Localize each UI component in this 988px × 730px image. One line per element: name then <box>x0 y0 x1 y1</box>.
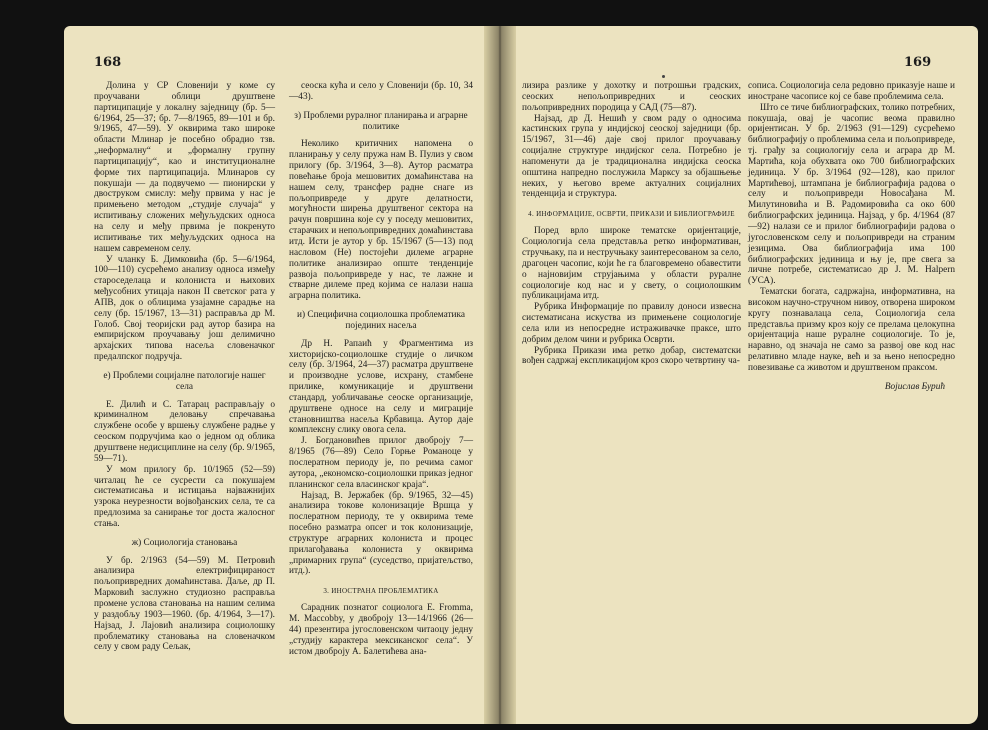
paragraph: Сарадник познатог социолога Е. Fromma, M. Maccobby, у двоброју 13—14/1966 (26—44) презентира југословенском читаоцу једну „студију карактера мексиканског села“. У истом двоброју А. Балетићева ана- <box>289 603 473 657</box>
paragraph: сописа. Социологија села редовно приказује наше и иностране часописе кој се баве проблемима села. <box>748 81 955 102</box>
page-number-right: 169 <box>904 55 932 70</box>
paragraph: Поред врло широке тематске оријентације, Социологија села представља ретко информативан, стручњаку, па и нестручњаку заинтересованом за село, драгоцен часопис, који ће га благовремено обавестити о најновијим струјањима у области руралне социологије код нас и у свету, о социолошким публикацијама итд. <box>522 226 741 302</box>
paragraph: У чланку Б. Димковића (бр. 5—6/1964, 100—110) сусрећемо анализу односа између староседелаца и колониста и њихових међусобних утицаја након II светског рата у АПВ, док о облицима узајамне сарадње на селу (бр. 15/1967, 13—31) расправља др М. Голоб. Свој теоријски рад аутор базира на емпиријском проучавању још делимично архајских типова насеља словеначког предалпског подручја. <box>94 254 275 363</box>
right-column-1 <box>522 81 741 367</box>
paragraph: лизира разлике у дохотку и потрошњи градских, сеоских непољопривредних и сеоских пољопривредних породица у САД (75—87). <box>522 81 741 113</box>
page-mark <box>662 75 665 78</box>
chapter-heading: 4. ИНФОРМАЦИЈЕ, ОСВРТИ, ПРИКАЗИ И БИБЛИОГРАФИЈЕ <box>528 210 735 219</box>
paragraph: Рубрика Информације по правилу доноси извесна систематисана искуства из примењене социологије села или из непосредне истраживачке праксе, што добрим делом чини и рубрика Осврти. <box>522 302 741 345</box>
paragraph: Рубрика Прикази има ретко добар, систематски вођен садржај експликацијом кроз скоро четвртину ча- <box>522 345 741 367</box>
book-gutter <box>484 26 516 724</box>
section-heading: е) Проблеми социјалне патологије нашег села <box>103 370 266 392</box>
section-heading: и) Специфична социолошка проблематика појединих насеља <box>296 310 466 331</box>
paragraph: Неколико критичних напомена о планирању у селу пружа нам В. Пулиз у свом прилогу (бр. 3/1964, 3—8). Аутор расматра повећање броја мешовитих домаћинстава на нашем селу, трансфер радне снаге из пољопривреде у друге делатности, могућности ширења друштвеног сектора на рачун површина које су у поседу мешовитих, старачких и непољопривредних домаћинстава итд. Исти је аутор у бр. 15/1967 (5—13) под насловом (Не) постојећи дилеме аграрне политике анализирао опште тенденције развоја пољопривреде у нас, те лажне и стварне дилеме пред којима се налази наша аграрна политика. <box>289 139 473 302</box>
section-heading: ж) Социологија становања <box>131 537 238 548</box>
paragraph: У бр. 2/1963 (54—59) М. Петровић анализира електрифицираност пољопривредних домаћинстава. Даље, др П. Марковић заслужно студиозно расправља промене услова становања на нашим селима у раздобљу 1903—1960. (бр. 4/1964, 3—17). Најзад, Ј. Лајовић анализира социолошку проблематику становања на словеначком селу у свом раду Сељак, <box>94 555 275 653</box>
left-column-2 <box>289 81 473 658</box>
left-column-1 <box>94 81 275 653</box>
page-number-left: 168 <box>94 55 122 70</box>
paragraph: Најзад, др Д. Нешић у свом раду о односима кастинских група у индијској сеоској заједници (бр. 15/1967, 31—46) даје свој прилог проучавању социјалне структуре индијског села. Потребно је напоменути да је традиционална индијска сеоска општина напредно послужила Марксу за објашњење неких, у његово време актуалних социјалних тенденција и структура. <box>522 113 741 200</box>
right-column-2 <box>748 81 955 393</box>
paragraph: У мом прилогу бр. 10/1965 (52—59) читалац ће се сусрести са покушајем систематисања и истицања најважнијих узрока неурезности војвођанских села, те са предлозима за санирање тог доста жалосног стања. <box>94 464 275 529</box>
paragraph: Др Н. Рапаић у Фрагментима из хисторијско-социолошке студије о личком селу (бр. 3/1964, 24—37) расматра друштвене и производне услове, исхрану, стамбене прилике, комуникације и друштвени стандард, уобличавање сеоске организације, друштвене односе на селу и миграције становништва насеља Крбавица. Аутор даје комплексну слику овога села. <box>289 338 473 436</box>
paragraph: Тематски богата, садржајна, информативна, на високом научно-стручном нивоу, отворена широком кругу познавалаца села, Социологија села представља призму кроз коју се прелама целокупна оријентација наше руралне социологије. То је, наравно, од значаја не само за развој ове код нас релативно младе науке, већ и за њено непосредно повезивање са животом и друштвеном праксом. <box>748 287 955 373</box>
section-heading: з) Проблеми руралног планирања и аграрне политике <box>294 110 468 132</box>
paragraph: Е. Дилић и С. Татарац расправљају о криминалном деловању спречавања службене особе у вршењу службене радње у сеоском подручјима као о једном од облика друштвене недисциплине на селу (бр. 9/1965, 59—71). <box>94 399 275 464</box>
paragraph: Ј. Богдановићев прилог двоброју 7—8/1965 (76—89) Село Горње Романоце у послератном периоду је, по речима самог аутора, „економско-социолошки приказ једног планинског села власинског краја“. <box>289 436 473 490</box>
paragraph: Што се тиче библиографских, толико потребних, покушаја, овај је часопис веома правилно оријентисан. У бр. 2/1963 (91—129) сусрећемо библиографију о проблемима села и пољопривреде, тј. грађу за социологију села и аграра др М. Мартића, која обухвата око 700 библиографских јединица. У бр. 3/1964 (92—128), као прилог Мартићевој, штампана је библиографија радова о селу и пољопривреди Новосађана М. Милутиновића и В. Радомировића са око 600 библиографских јединица. Најзад, у бр. 4/1964 (87—92) налази се и прилог библиографији радова о југословенском селу и пољопривреди на страним језицима. Ова библиографија има 100 библиографских јединица и њу је, пре свега за личне потребе, систематисао др J. M. Halpern (УСА). <box>748 102 955 287</box>
paragraph: сеоска кућа и село у Словенији (бр. 10, 34—43). <box>289 81 473 102</box>
author-signature: Војислав Бурић <box>884 381 945 392</box>
paragraph: Најзад, В. Јержабек (бр. 9/1965, 32—45) анализира токове колонизације Вршца у послератном периоду, те у оквирима теме посебно разматра опсег и ток колонизације, структуре аграрних колониста и процес прилагођавања колониста у оквирима „примарних група“ (суседство, пријатељство, итд.). <box>289 490 473 577</box>
paragraph: Долина у СР Словенији у коме су проучавани облици друштвене партиципације у локалну заједницу (бр. 5—6/1964, 25—37; бр. 7—8/1965, 89—101 и бр. 9/1965, 47—59). У оквирима тако широке области Млинар је посебно обрадио тзв. „неформалну“ и „формалну групну партиципацију“, као и институционалне форме тих партиципација. Млинаров су покушаји — да подвучемо — пионирски у двоструком смислу: међу првима у нас је примењено методом „студије случаја“ у испитивању сложених међуљудских односа на селу и међу првима је покренуто испитивање тих међуљудских односа на нашем савременом селу. <box>94 81 275 254</box>
chapter-heading: 3. ИНОСТРАНА ПРОБЛЕМАТИКА <box>323 587 439 596</box>
